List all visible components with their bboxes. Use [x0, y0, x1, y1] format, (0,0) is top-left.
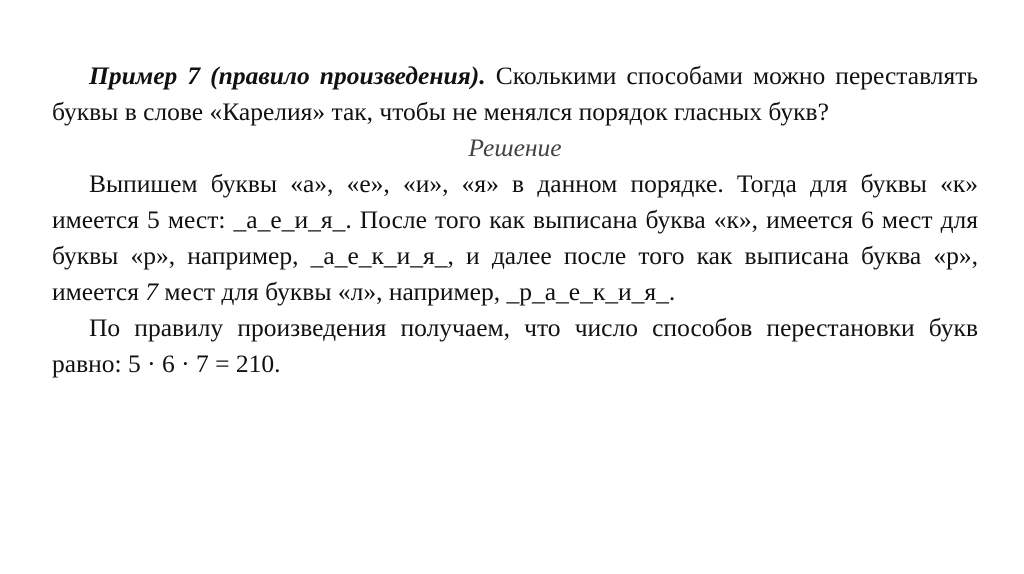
- example-question: Сколькими способами можно переставлять буквы в слове «Карелия» так, чтобы не менялся порядок гласных букв?: [52, 61, 978, 126]
- solution-text-part-b: мест для буквы «л», например, _р_а_е_к_и_я_.: [158, 277, 676, 306]
- solution-heading: Решение: [468, 133, 562, 162]
- example-label: Пример 7 (правило произведения).: [89, 61, 486, 90]
- solution-italic-number: 7: [145, 277, 159, 306]
- document-body: [52, 58, 978, 382]
- solution-text-part-a: Выпишем буквы «а», «е», «и», «я» в данном порядке. Тогда для буквы «к» имеется 5 мест: _а_е_и_я_. После того как выписана буква «к», имеется 6 мест для буквы «р», например, _а_е_к_и_я_, и далее после того как выписана буква «р», имеется: [52, 169, 978, 306]
- example-problem: [52, 58, 978, 130]
- solution-paragraph-1: [52, 166, 978, 310]
- solution-paragraph-2: По правилу произведения получаем, что число способов перестановки букв равно: 5 · 6 · 7 = 210.: [52, 313, 978, 378]
